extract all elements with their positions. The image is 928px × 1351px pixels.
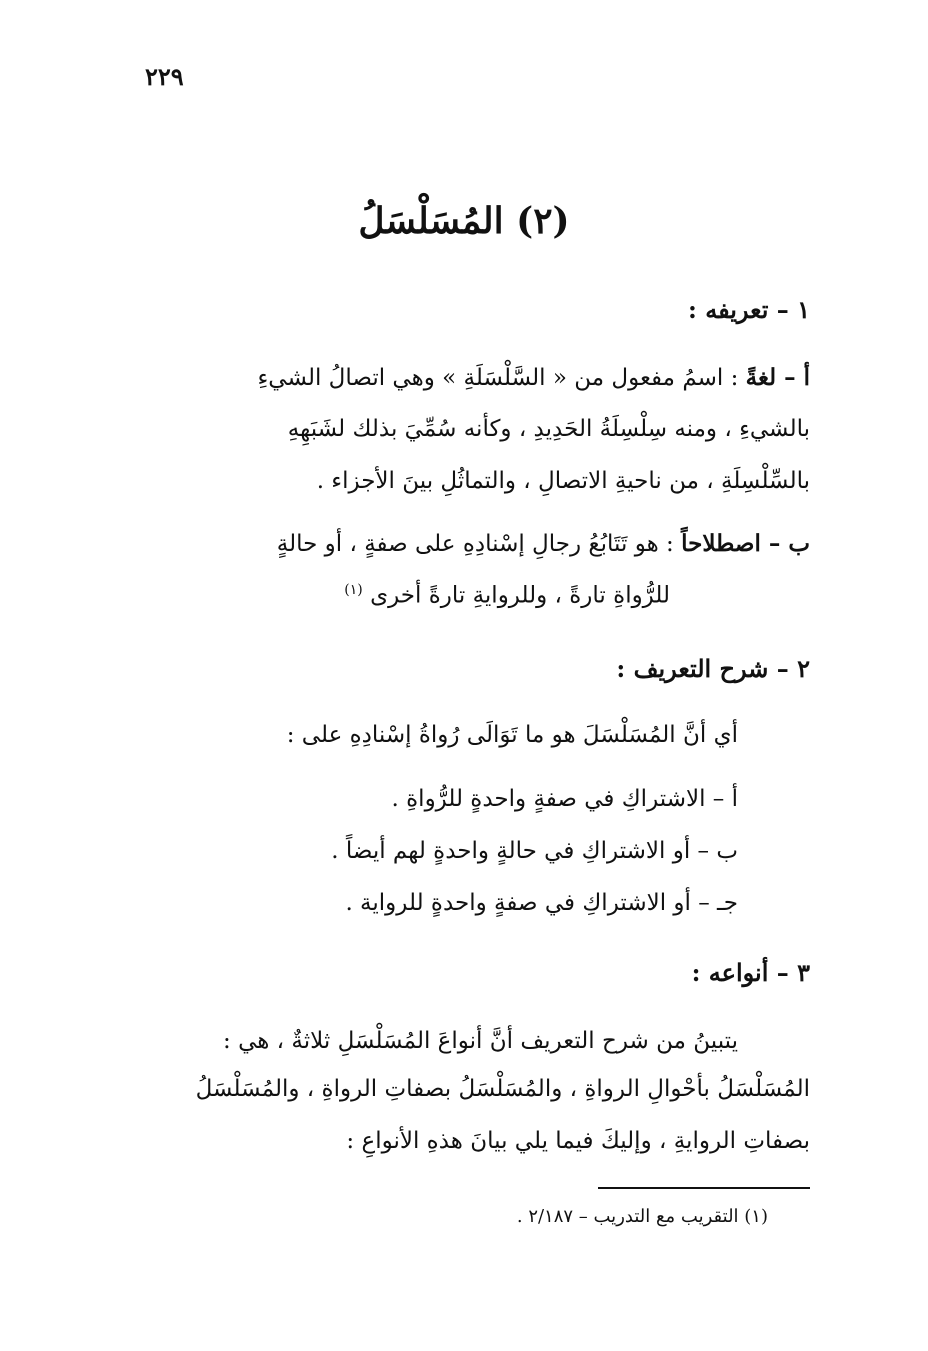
types-paragraph-line-3: بصفاتِ الروايةِ ، وإليكَ فيما يلي بيانَ هذهِ الأنواعِ : [346, 1128, 810, 1154]
section-heading-definition: ١ – تعريفه : [687, 295, 810, 324]
technical-definition-text-2: للرُّواةِ تارةً ، وللروايةِ تارةً أخرى [370, 582, 670, 609]
technical-definition-line-2 [344, 582, 670, 610]
page-number: ٢٢٩ [145, 62, 184, 91]
section-heading-explanation: ٢ – شرح التعريف : [616, 654, 810, 683]
technical-label: ب – اصطلاحاً [681, 530, 810, 557]
linguistic-definition-line-2: بالشيءِ ، ومنه سِلْسِلَةُ الحَدِيدِ ، وكأنه سُمِّيَ بذلك لشَبَهِهِ [287, 416, 810, 442]
footnote-text: (١) التقريب مع التدريب – ٢/١٨٧ . [516, 1206, 768, 1227]
footnote-reference: (١) [344, 582, 363, 598]
types-paragraph-line-2: المُسَلْسَلُ بأحْوالِ الرواةِ ، والمُسَلْسَلُ بصفاتِ الرواةِ ، والمُسَلْسَلُ [195, 1076, 810, 1102]
linguistic-definition-line-3: بالسِّلْسِلَةِ ، من ناحيةِ الاتصالِ ، والتماثُلِ بينَ الأجزاء . [316, 468, 810, 494]
explanation-item-a: أ – الاشتراكِ في صفةٍ واحدةٍ للرُّواةِ . [391, 786, 738, 812]
linguistic-definition-text-1: : اسمُ مفعول من « السَّلْسَلَةِ » وهي اتصالُ الشيءِ [257, 365, 739, 391]
linguistic-label: أ – لغةً [745, 364, 810, 391]
linguistic-definition-line-1 [257, 364, 810, 393]
explanation-item-c: جـ – أو الاشتراكِ في صفةٍ واحدةٍ للرواية . [345, 890, 738, 916]
explanation-item-b: ب – أو الاشتراكِ في حالةٍ واحدةٍ لهم أيضاً . [331, 838, 738, 864]
technical-definition-line-1 [277, 530, 810, 559]
footnote-separator [598, 1187, 810, 1189]
technical-definition-text-1: : هو تَتَابُعُ رجالِ إسْنادِهِ على صفةٍ ، أو حالةٍ [276, 531, 674, 557]
explanation-intro: أي أنَّ المُسَلْسَلَ هو ما تَوَالَى رُواةُ إسْنادِهِ على : [286, 722, 738, 748]
chapter-title: (٢) المُسَلْسَلُ [358, 200, 570, 242]
section-heading-types: ٣ – أنواعه : [691, 958, 810, 987]
types-paragraph-line-1: يتبينُ من شرح التعريف أنَّ أنواعَ المُسَلْسَلِ ثلاثةٌ ، هي : [223, 1028, 738, 1054]
